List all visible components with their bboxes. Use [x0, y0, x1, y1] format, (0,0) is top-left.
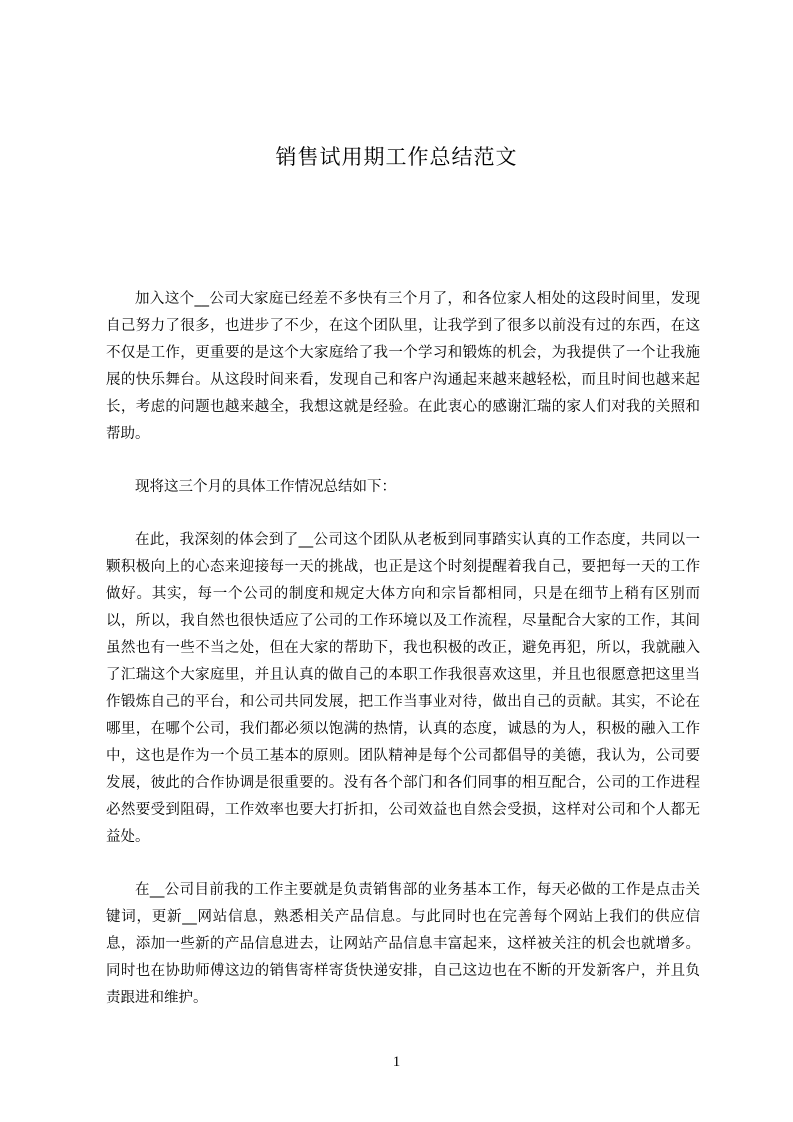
page-number: 1: [392, 1054, 401, 1070]
document-title: 销售试用期工作总结范文: [275, 145, 518, 169]
paragraph-summary-lead: 现将这三个月的具体工作情况总结如下：: [135, 479, 396, 495]
paragraph-current-work: 在__公司目前我的工作主要就是负责销售部的业务基本工作，每天必做的工作是点击关键词，更新__网站信息，熟悉相关产品信息。与此同时也在完善每个网站上我们的供应信息，添加一些新的产品信息进去，让网站产品信息丰富起来，这样被关注的机会也就增多。同时也在协助师傅这边的销售寄样寄货快递安排，自己这边也在不断的开发新客户，并且负责跟进和维护。: [106, 882, 700, 1006]
document-body: [106, 286, 700, 1012]
paragraph-intro: 加入这个__公司大家庭已经差不多快有三个月了，和各位家人相处的这段时间里，发现自己努力了很多，也进步了不少，在这个团队里，让我学到了很多以前没有过的东西，在这不仅是工作，更重要的是这个大家庭给了我一个学习和锻炼的机会，为我提供了一个让我施展的快乐舞台。从这段时间来看，发现自己和客户沟通起来越来越轻松，而且时间也越来起长，考虑的问题也越来越全，我想这就是经验。在此衷心的感谢汇瑞的家人们对我的关照和帮助。: [106, 291, 700, 442]
paragraph-teamwork: 在此，我深刻的体会到了__公司这个团队从老板到同事踏实认真的工作态度，共同以一颗积极向上的心态来迎接每一天的挑战，也正是这个时刻提醒着我自己，要把每一天的工作做好。其实，每一个公司的制度和规定大体方向和宗旨都相同，只是在细节上稍有区别而以，所以，我自然也很快适应了公司的工作环境以及工作流程，尽量配合大家的工作，其间虽然也有一些不当之处，但在大家的帮助下，我也积极的改正，避免再犯，所以，我就融入了汇瑞这个大家庭里，并且认真的做自己的本职工作我很喜欢这里，并且也很愿意把这里当作锻炼自己的平台，和公司共同发展，把工作当事业对待，做出自己的贡献。其实，不论在哪里，在哪个公司，我们都必须以饱满的热情，认真的态度，诚恳的为人，积极的融入工作中，这也是作为一个员工基本的原则。团队精神是每个公司都倡导的美德，我认为，公司要发展，彼此的合作协调是很重要的。没有各个部门和各们同事的相互配合，公司的工作进程必然要受到阻碍，工作效率也要大打折扣，公司效益也自然会受损，这样对公司和个人都无益处。: [106, 532, 700, 845]
